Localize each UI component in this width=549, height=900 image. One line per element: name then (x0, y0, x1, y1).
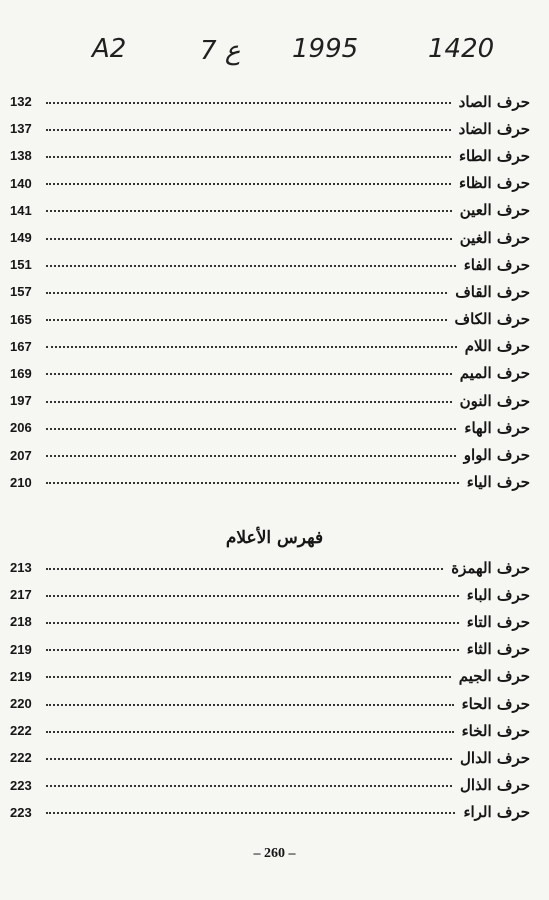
handwritten-note: A2 (92, 34, 127, 64)
toc-entry (10, 251, 530, 278)
toc-page-number: 169 (10, 365, 32, 381)
toc-page-number: 151 (10, 257, 32, 273)
toc-entry-label: حرف التاء (466, 612, 530, 631)
toc-entry-label: حرف الدال (460, 748, 530, 767)
toc-page-number: 218 (10, 614, 32, 630)
handwritten-note: 1995 (292, 34, 359, 64)
toc-entry-label: حرف الغين (459, 228, 530, 247)
toc-entry-label: حرف الكاف (454, 310, 530, 329)
dot-leader (46, 756, 452, 760)
toc-page-number: 220 (10, 696, 32, 712)
toc-page-number: 222 (10, 723, 32, 739)
toc-entry-label: حرف النون (459, 391, 530, 410)
dot-leader (46, 810, 455, 814)
toc-entry-label: حرف الضاد (458, 119, 530, 138)
toc-page-number: 213 (10, 560, 32, 576)
toc-entry-label: حرف الذال (460, 776, 530, 795)
dot-leader (46, 426, 456, 430)
toc-page-number: 222 (10, 750, 32, 766)
toc-entry (10, 799, 530, 826)
toc-entry-label: حرف العين (459, 201, 530, 220)
toc-page-number: 138 (10, 148, 32, 164)
toc-entry (10, 554, 530, 581)
toc-entry-label: حرف الجيم (458, 667, 530, 686)
toc-entry (10, 170, 530, 197)
toc-entry-label: حرف الراء (463, 803, 530, 822)
toc-entry (10, 663, 530, 690)
toc-entry (10, 441, 530, 468)
dot-leader (46, 317, 447, 321)
dot-leader (46, 181, 451, 185)
toc-entry-label: حرف الواو (463, 446, 530, 465)
toc-page-number: 210 (10, 474, 32, 490)
toc-entry (10, 333, 530, 360)
toc-entry (10, 88, 530, 115)
toc-page-number: 157 (10, 284, 32, 300)
toc-entry-label: حرف الفاء (463, 255, 530, 274)
toc-entry (10, 387, 530, 414)
toc-entry-label: حرف الخاء (461, 721, 530, 740)
toc-entry (10, 142, 530, 169)
toc-entry (10, 772, 530, 799)
toc-entry (10, 717, 530, 744)
toc-page-number: 223 (10, 777, 32, 793)
toc-page-number: 217 (10, 587, 32, 603)
toc-page-number: 167 (10, 338, 32, 354)
toc-entry (10, 224, 530, 251)
dot-leader (46, 702, 454, 706)
toc-entry (10, 636, 530, 663)
dot-leader (46, 647, 459, 651)
toc-entry-label: حرف الهمزة (451, 558, 530, 577)
dot-leader (46, 620, 459, 624)
toc-page-number: 207 (10, 447, 32, 463)
dot-leader (46, 263, 456, 267)
toc-page-number: 141 (10, 202, 32, 218)
toc-page-number: 132 (10, 94, 32, 110)
toc-page-number: 137 (10, 121, 32, 137)
toc-entry (10, 469, 530, 496)
toc-entry (10, 690, 530, 717)
page-number: – 260 – (253, 846, 296, 861)
dot-leader (46, 208, 452, 212)
toc-entry-label: حرف الثاء (466, 640, 530, 659)
toc-entry (10, 115, 530, 142)
dot-leader (46, 127, 451, 131)
toc-page-number: 219 (10, 641, 32, 657)
toc-entry-label: حرف الباء (466, 585, 530, 604)
toc-entry (10, 360, 530, 387)
toc-page-number: 149 (10, 230, 32, 246)
section-title: فهرس الأعلام (225, 528, 324, 548)
toc-page-number: 165 (10, 311, 32, 327)
toc-page-number: 206 (10, 420, 32, 436)
toc-page-number: 219 (10, 668, 32, 684)
dot-leader (46, 566, 443, 570)
toc-entry (10, 306, 530, 333)
toc-page-number: 223 (10, 804, 32, 820)
dot-leader (46, 593, 459, 597)
toc-list-names (10, 554, 530, 826)
dot-leader (46, 783, 452, 787)
toc-entry-label: حرف الياء (466, 473, 530, 492)
toc-list-letters (10, 88, 530, 496)
toc-entry-label: حرف الحاء (461, 694, 530, 713)
toc-page-number: 140 (10, 175, 32, 191)
dot-leader (46, 236, 452, 240)
dot-leader (46, 371, 452, 375)
toc-entry-label: حرف الميم (459, 364, 530, 383)
dot-leader (46, 729, 454, 733)
handwritten-notes (0, 30, 549, 90)
dot-leader (46, 344, 457, 348)
dot-leader (46, 480, 459, 484)
toc-entry-label: حرف الصاد (458, 92, 530, 111)
toc-entry (10, 278, 530, 305)
toc-entry (10, 581, 530, 608)
toc-entry-label: حرف القاف (455, 282, 530, 301)
toc-entry-label: حرف الهاء (464, 418, 530, 437)
dot-leader (46, 290, 447, 294)
toc-entry (10, 414, 530, 441)
toc-entry-label: حرف الظاء (459, 174, 530, 193)
dot-leader (46, 674, 451, 678)
toc-page-number: 197 (10, 393, 32, 409)
toc-entry-label: حرف الطاء (459, 146, 530, 165)
dot-leader (46, 453, 456, 457)
toc-entry (10, 744, 530, 771)
dot-leader (46, 100, 451, 104)
toc-entry (10, 197, 530, 224)
handwritten-note: 7 ع (200, 36, 241, 66)
handwritten-note: 1420 (428, 34, 495, 64)
toc-entry (10, 608, 530, 635)
toc-entry-label: حرف اللام (464, 337, 530, 356)
dot-leader (46, 399, 452, 403)
dot-leader (46, 154, 451, 158)
